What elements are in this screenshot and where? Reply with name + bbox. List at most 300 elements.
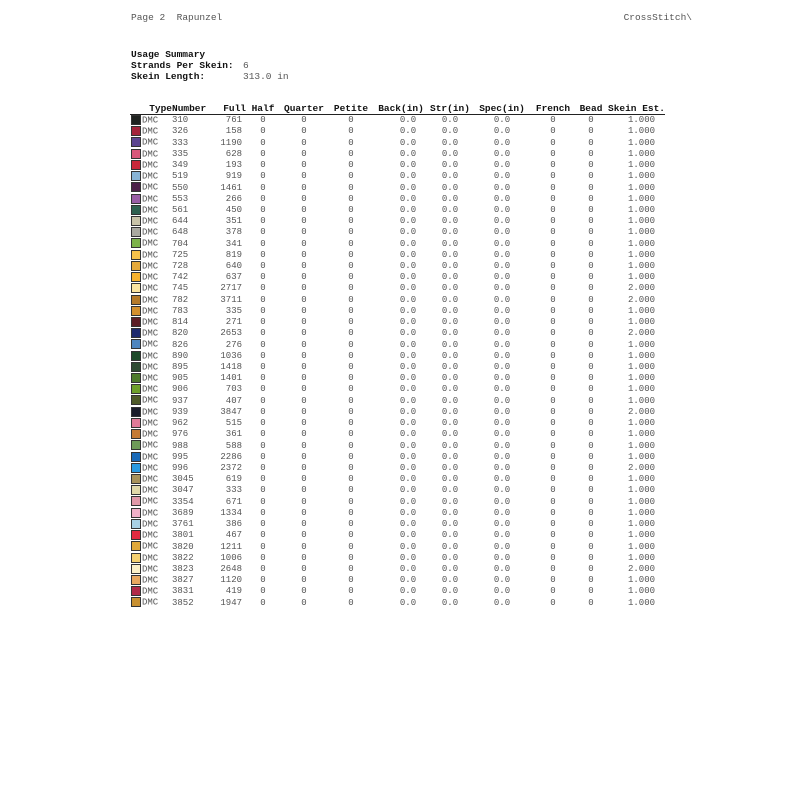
cell-quarter: 0 xyxy=(301,586,307,597)
cell-french: 0 xyxy=(550,339,556,350)
table-row xyxy=(130,272,665,283)
cell-petite: 0 xyxy=(348,563,354,574)
cell-spec: 0.0 xyxy=(493,328,511,339)
cell-str: 0.0 xyxy=(441,115,459,126)
thread-type: DMC xyxy=(142,317,159,328)
column-header: Bead xyxy=(574,102,608,115)
cell-back: 0.0 xyxy=(399,507,417,518)
cell-str: 0.0 xyxy=(441,216,459,227)
cell-str: 0.0 xyxy=(441,272,459,283)
cell-french: 0 xyxy=(550,597,556,608)
thread-type: DMC xyxy=(142,272,159,283)
cell-number: 962 xyxy=(172,418,189,429)
table-row xyxy=(130,115,665,127)
cell-petite: 0 xyxy=(348,496,354,507)
cell-spec: 0.0 xyxy=(493,339,511,350)
cell-bead: 0 xyxy=(588,238,594,249)
cell-half: 0 xyxy=(260,519,266,530)
cell-bead: 0 xyxy=(588,272,594,283)
cell-skein: 1.000 xyxy=(628,126,656,137)
cell-str: 0.0 xyxy=(441,541,459,552)
cell-bead: 0 xyxy=(588,227,594,238)
cell-spec: 0.0 xyxy=(493,137,511,148)
cell-bead: 0 xyxy=(588,115,594,126)
cell-french: 0 xyxy=(550,249,556,260)
cell-quarter: 0 xyxy=(301,305,307,316)
cell-quarter: 0 xyxy=(301,530,307,541)
cell-number: 728 xyxy=(172,261,189,272)
cell-french: 0 xyxy=(550,496,556,507)
cell-french: 0 xyxy=(550,148,556,159)
cell-spec: 0.0 xyxy=(493,530,511,541)
color-swatch xyxy=(131,395,141,405)
app-name: CrossStitch\ xyxy=(623,12,692,23)
color-swatch xyxy=(131,182,141,192)
cell-skein: 1.000 xyxy=(628,440,656,451)
table-row xyxy=(130,205,665,216)
color-swatch xyxy=(131,519,141,529)
cell-str: 0.0 xyxy=(441,552,459,563)
cell-french: 0 xyxy=(550,193,556,204)
cell-quarter: 0 xyxy=(301,182,307,193)
cell-petite: 0 xyxy=(348,462,354,473)
cell-spec: 0.0 xyxy=(493,552,511,563)
cell-number: 905 xyxy=(172,373,189,384)
cell-skein: 1.000 xyxy=(628,339,656,350)
cell-number: 644 xyxy=(172,216,189,227)
cell-back: 0.0 xyxy=(399,204,417,215)
cell-petite: 0 xyxy=(348,216,354,227)
table-row xyxy=(130,194,665,205)
cell-back: 0.0 xyxy=(399,563,417,574)
cell-bead: 0 xyxy=(588,507,594,518)
color-swatch xyxy=(131,553,141,563)
cell-number: 939 xyxy=(172,406,189,417)
cell-spec: 0.0 xyxy=(493,485,511,496)
cell-half: 0 xyxy=(260,171,266,182)
cell-number: 550 xyxy=(172,182,189,193)
cell-french: 0 xyxy=(550,171,556,182)
cell-str: 0.0 xyxy=(441,597,459,608)
cell-back: 0.0 xyxy=(399,586,417,597)
cell-str: 0.0 xyxy=(441,362,459,372)
cell-number: 3823 xyxy=(172,563,194,574)
table-row xyxy=(130,384,665,395)
cell-back: 0.0 xyxy=(399,227,417,238)
cell-half: 0 xyxy=(260,485,266,496)
cell-full: 193 xyxy=(225,160,242,171)
table-row xyxy=(130,395,665,406)
cell-french: 0 xyxy=(550,519,556,530)
cell-petite: 0 xyxy=(348,238,354,249)
cell-petite: 0 xyxy=(348,126,354,137)
cell-quarter: 0 xyxy=(301,373,307,384)
cell-half: 0 xyxy=(260,294,266,305)
cell-french: 0 xyxy=(550,283,556,294)
thread-type: DMC xyxy=(142,227,159,238)
cell-petite: 0 xyxy=(348,507,354,518)
cell-quarter: 0 xyxy=(301,238,307,249)
summary-heading: Usage Summary xyxy=(131,49,206,60)
cell-skein: 1.000 xyxy=(628,552,656,563)
cell-french: 0 xyxy=(550,272,556,283)
cell-number: 3827 xyxy=(172,575,194,586)
thread-type: DMC xyxy=(142,182,159,193)
cell-french: 0 xyxy=(550,216,556,227)
cell-bead: 0 xyxy=(588,485,594,496)
cell-spec: 0.0 xyxy=(493,227,511,238)
cell-skein: 1.000 xyxy=(628,575,656,586)
cell-skein: 2.000 xyxy=(628,328,656,339)
table-row xyxy=(130,496,665,507)
cell-number: 995 xyxy=(172,451,189,462)
cell-half: 0 xyxy=(260,238,266,249)
cell-full: 1947 xyxy=(220,597,242,608)
cell-quarter: 0 xyxy=(301,429,307,440)
cell-bead: 0 xyxy=(588,339,594,350)
cell-str: 0.0 xyxy=(441,261,459,272)
cell-quarter: 0 xyxy=(301,597,307,608)
cell-half: 0 xyxy=(260,339,266,350)
table-row xyxy=(130,564,665,575)
cell-half: 0 xyxy=(260,193,266,204)
column-header: Quarter xyxy=(280,102,328,115)
cell-french: 0 xyxy=(550,586,556,597)
cell-back: 0.0 xyxy=(399,485,417,496)
cell-back: 0.0 xyxy=(399,384,417,395)
cell-number: 3822 xyxy=(172,552,194,563)
cell-back: 0.0 xyxy=(399,350,417,361)
thread-type: DMC xyxy=(142,530,159,541)
cell-quarter: 0 xyxy=(301,317,307,328)
cell-quarter: 0 xyxy=(301,418,307,429)
thread-type: DMC xyxy=(142,463,159,474)
cell-skein: 1.000 xyxy=(628,418,656,429)
cell-str: 0.0 xyxy=(441,418,459,429)
cell-bead: 0 xyxy=(588,575,594,586)
cell-petite: 0 xyxy=(348,339,354,350)
cell-bead: 0 xyxy=(588,126,594,137)
thread-type: DMC xyxy=(142,451,159,462)
table-row xyxy=(130,137,665,148)
cell-petite: 0 xyxy=(348,171,354,182)
cell-full: 361 xyxy=(225,429,242,440)
cell-full: 919 xyxy=(225,171,242,182)
column-header: Str(in) xyxy=(428,102,472,115)
cell-back: 0.0 xyxy=(399,272,417,283)
thread-type: DMC xyxy=(142,339,159,350)
thread-type: DMC xyxy=(142,362,159,373)
cell-half: 0 xyxy=(260,227,266,238)
cell-quarter: 0 xyxy=(301,294,307,305)
color-swatch xyxy=(131,564,141,574)
cell-petite: 0 xyxy=(348,305,354,316)
cell-french: 0 xyxy=(550,317,556,328)
cell-full: 333 xyxy=(225,485,242,496)
cell-french: 0 xyxy=(550,541,556,552)
cell-full: 1036 xyxy=(220,350,242,361)
cell-french: 0 xyxy=(550,451,556,462)
cell-full: 271 xyxy=(225,317,242,328)
cell-full: 3847 xyxy=(220,406,242,417)
cell-full: 2653 xyxy=(220,328,242,339)
thread-type: DMC xyxy=(142,519,159,530)
color-swatch xyxy=(131,452,141,462)
color-swatch xyxy=(131,429,141,439)
cell-bead: 0 xyxy=(588,462,594,473)
cell-skein: 1.000 xyxy=(628,496,656,507)
column-header: French xyxy=(532,102,574,115)
cell-number: 3831 xyxy=(172,586,194,597)
cell-quarter: 0 xyxy=(301,328,307,339)
cell-back: 0.0 xyxy=(399,362,417,372)
cell-bead: 0 xyxy=(588,597,594,608)
cell-str: 0.0 xyxy=(441,350,459,361)
table-row xyxy=(130,261,665,272)
color-swatch xyxy=(131,373,141,383)
thread-type: DMC xyxy=(142,440,159,451)
cell-french: 0 xyxy=(550,350,556,361)
cell-half: 0 xyxy=(260,384,266,395)
cell-number: 988 xyxy=(172,440,189,451)
cell-spec: 0.0 xyxy=(493,575,511,586)
cell-spec: 0.0 xyxy=(493,373,511,384)
cell-back: 0.0 xyxy=(399,216,417,227)
cell-bead: 0 xyxy=(588,541,594,552)
column-header: Back(in) xyxy=(374,102,428,115)
cell-full: 335 xyxy=(225,305,242,316)
cell-petite: 0 xyxy=(348,350,354,361)
cell-petite: 0 xyxy=(348,294,354,305)
cell-petite: 0 xyxy=(348,204,354,215)
cell-quarter: 0 xyxy=(301,406,307,417)
table-row xyxy=(130,250,665,261)
cell-petite: 0 xyxy=(348,406,354,417)
cell-str: 0.0 xyxy=(441,238,459,249)
cell-half: 0 xyxy=(260,137,266,148)
cell-french: 0 xyxy=(550,238,556,249)
cell-back: 0.0 xyxy=(399,406,417,417)
color-swatch xyxy=(131,440,141,450)
cell-half: 0 xyxy=(260,305,266,316)
column-header: Spec(in) xyxy=(472,102,532,115)
cell-skein: 1.000 xyxy=(628,148,656,159)
page-header-left xyxy=(131,12,222,23)
thread-type: DMC xyxy=(142,283,159,294)
cell-skein: 1.000 xyxy=(628,530,656,541)
cell-str: 0.0 xyxy=(441,305,459,316)
cell-petite: 0 xyxy=(348,227,354,238)
table-row xyxy=(130,295,665,306)
cell-skein: 2.000 xyxy=(628,563,656,574)
table-row xyxy=(130,586,665,597)
table-row xyxy=(130,283,665,294)
cell-quarter: 0 xyxy=(301,563,307,574)
table-row xyxy=(130,227,665,238)
cell-full: 351 xyxy=(225,216,242,227)
cell-petite: 0 xyxy=(348,519,354,530)
cell-spec: 0.0 xyxy=(493,395,511,406)
thread-type: DMC xyxy=(142,575,159,586)
cell-full: 266 xyxy=(225,193,242,204)
cell-number: 310 xyxy=(172,115,189,126)
cell-full: 1334 xyxy=(220,507,242,518)
cell-full: 761 xyxy=(225,115,242,126)
thread-type: DMC xyxy=(142,193,159,204)
cell-str: 0.0 xyxy=(441,586,459,597)
cell-back: 0.0 xyxy=(399,126,417,137)
cell-back: 0.0 xyxy=(399,440,417,451)
cell-half: 0 xyxy=(260,216,266,227)
cell-back: 0.0 xyxy=(399,171,417,182)
cell-quarter: 0 xyxy=(301,519,307,530)
cell-skein: 1.000 xyxy=(628,305,656,316)
cell-spec: 0.0 xyxy=(493,148,511,159)
cell-skein: 1.000 xyxy=(628,171,656,182)
cell-petite: 0 xyxy=(348,182,354,193)
table-row xyxy=(130,126,665,137)
table-row xyxy=(130,452,665,463)
pattern-title: Rapunzel xyxy=(176,12,223,23)
thread-type: DMC xyxy=(142,407,159,418)
cell-full: 467 xyxy=(225,530,242,541)
cell-number: 326 xyxy=(172,126,189,137)
cell-skein: 1.000 xyxy=(628,597,656,608)
color-swatch xyxy=(131,295,141,305)
thread-type: DMC xyxy=(142,541,159,552)
cell-skein: 1.000 xyxy=(628,429,656,440)
skein-length-label: Skein Length: xyxy=(131,71,206,82)
cell-french: 0 xyxy=(550,182,556,193)
cell-french: 0 xyxy=(550,507,556,518)
table-row xyxy=(130,160,665,171)
cell-number: 335 xyxy=(172,148,189,159)
cell-half: 0 xyxy=(260,395,266,406)
cell-back: 0.0 xyxy=(399,474,417,485)
cell-spec: 0.0 xyxy=(493,305,511,316)
cell-half: 0 xyxy=(260,126,266,137)
cell-french: 0 xyxy=(550,429,556,440)
cell-full: 158 xyxy=(225,126,242,137)
cell-french: 0 xyxy=(550,115,556,126)
color-swatch xyxy=(131,597,141,607)
cell-french: 0 xyxy=(550,406,556,417)
cell-full: 1211 xyxy=(220,541,242,552)
cell-str: 0.0 xyxy=(441,474,459,485)
cell-spec: 0.0 xyxy=(493,171,511,182)
cell-back: 0.0 xyxy=(399,148,417,159)
cell-bead: 0 xyxy=(588,496,594,507)
cell-spec: 0.0 xyxy=(493,249,511,260)
color-swatch xyxy=(131,384,141,394)
cell-spec: 0.0 xyxy=(493,182,511,193)
cell-number: 826 xyxy=(172,339,189,350)
cell-number: 3354 xyxy=(172,496,194,507)
cell-number: 333 xyxy=(172,137,189,148)
cell-spec: 0.0 xyxy=(493,216,511,227)
thread-type: DMC xyxy=(142,115,159,126)
cell-skein: 1.000 xyxy=(628,272,656,283)
cell-half: 0 xyxy=(260,148,266,159)
thread-type: DMC xyxy=(142,552,159,563)
cell-skein: 1.000 xyxy=(628,519,656,530)
thread-type: DMC xyxy=(142,429,159,440)
color-swatch xyxy=(131,508,141,518)
cell-french: 0 xyxy=(550,575,556,586)
cell-bead: 0 xyxy=(588,474,594,485)
cell-skein: 1.000 xyxy=(628,507,656,518)
cell-spec: 0.0 xyxy=(493,160,511,171)
cell-petite: 0 xyxy=(348,440,354,451)
cell-number: 820 xyxy=(172,328,189,339)
color-swatch xyxy=(131,306,141,316)
cell-number: 976 xyxy=(172,429,189,440)
thread-type: DMC xyxy=(142,508,159,519)
cell-french: 0 xyxy=(550,373,556,384)
cell-french: 0 xyxy=(550,462,556,473)
cell-full: 1401 xyxy=(220,373,242,384)
cell-petite: 0 xyxy=(348,160,354,171)
cell-french: 0 xyxy=(550,328,556,339)
cell-spec: 0.0 xyxy=(493,429,511,440)
cell-back: 0.0 xyxy=(399,339,417,350)
cell-half: 0 xyxy=(260,350,266,361)
cell-bead: 0 xyxy=(588,261,594,272)
cell-half: 0 xyxy=(260,530,266,541)
cell-spec: 0.0 xyxy=(493,462,511,473)
table-row xyxy=(130,362,665,373)
cell-bead: 0 xyxy=(588,418,594,429)
cell-bead: 0 xyxy=(588,552,594,563)
color-swatch xyxy=(131,137,141,147)
cell-petite: 0 xyxy=(348,485,354,496)
cell-skein: 1.000 xyxy=(628,182,656,193)
cell-half: 0 xyxy=(260,575,266,586)
cell-quarter: 0 xyxy=(301,384,307,395)
table-row xyxy=(130,575,665,586)
table-row xyxy=(130,171,665,182)
cell-spec: 0.0 xyxy=(493,597,511,608)
thread-type: DMC xyxy=(142,137,159,148)
color-swatch xyxy=(131,227,141,237)
color-swatch xyxy=(131,575,141,585)
cell-spec: 0.0 xyxy=(493,563,511,574)
table-row xyxy=(130,317,665,328)
cell-petite: 0 xyxy=(348,586,354,597)
table-row xyxy=(130,429,665,440)
cell-petite: 0 xyxy=(348,541,354,552)
cell-spec: 0.0 xyxy=(493,451,511,462)
cell-spec: 0.0 xyxy=(493,586,511,597)
cell-quarter: 0 xyxy=(301,148,307,159)
cell-back: 0.0 xyxy=(399,597,417,608)
cell-petite: 0 xyxy=(348,384,354,395)
cell-skein: 1.000 xyxy=(628,384,656,395)
cell-half: 0 xyxy=(260,373,266,384)
color-swatch xyxy=(131,362,141,372)
cell-str: 0.0 xyxy=(441,148,459,159)
cell-french: 0 xyxy=(550,204,556,215)
cell-half: 0 xyxy=(260,586,266,597)
column-header: Type xyxy=(130,102,172,115)
cell-spec: 0.0 xyxy=(493,350,511,361)
thread-type: DMC xyxy=(142,586,159,597)
cell-petite: 0 xyxy=(348,317,354,328)
cell-full: 515 xyxy=(225,418,242,429)
cell-bead: 0 xyxy=(588,148,594,159)
cell-back: 0.0 xyxy=(399,182,417,193)
cell-str: 0.0 xyxy=(441,462,459,473)
